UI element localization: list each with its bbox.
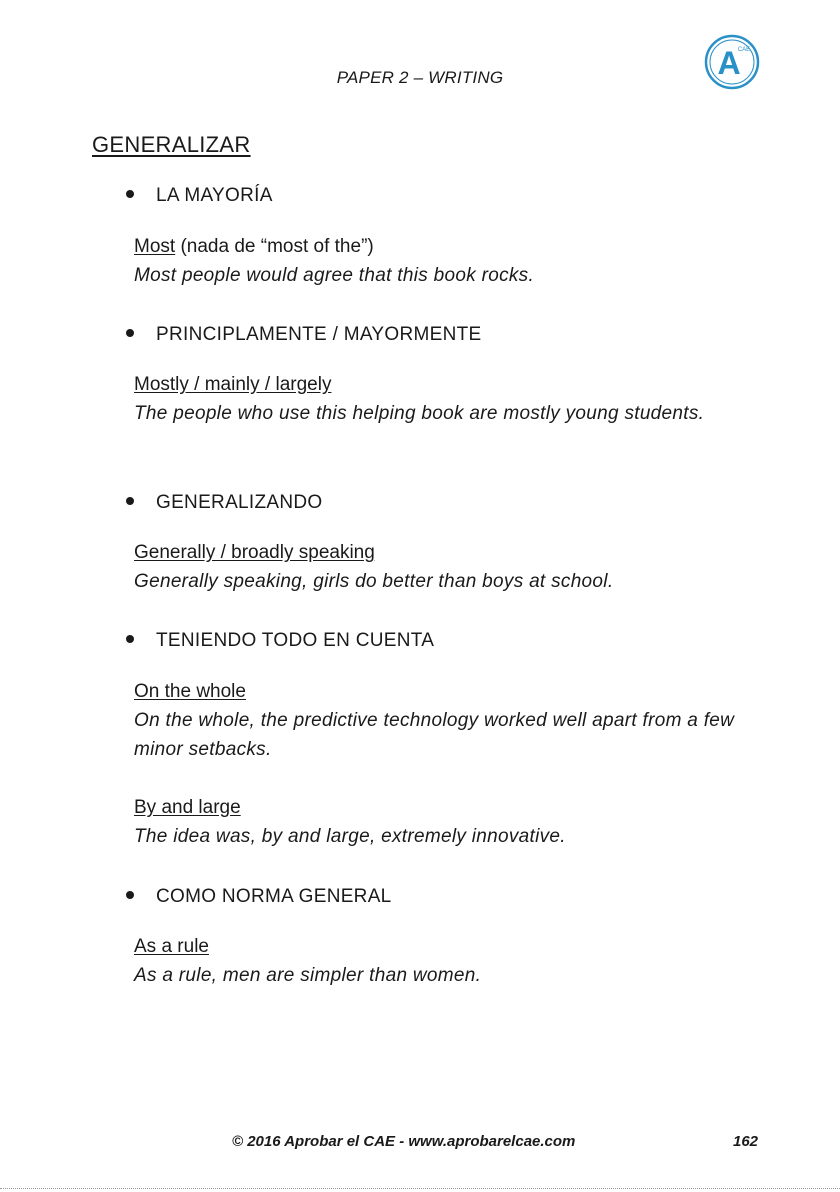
- bullet-heading: [126, 492, 323, 514]
- phrase-line: [134, 681, 246, 703]
- bullet-heading: [126, 630, 434, 652]
- phrase-term: Generally / broadly speaking: [134, 542, 375, 563]
- phrase-line: [134, 374, 331, 396]
- phrase-line: [134, 797, 241, 819]
- phrase-note: (nada de “most of the”): [175, 236, 374, 257]
- bullet-heading: [126, 886, 392, 908]
- example-sentence: Generally speaking, girls do better than boys at school.: [134, 571, 614, 592]
- phrase-line: [134, 542, 375, 564]
- example-sentence: Most people would agree that this book rocks.: [134, 265, 535, 286]
- bullet-heading-text: COMO NORMA GENERAL: [156, 886, 392, 907]
- example-sentence: The idea was, by and large, extremely innovative.: [134, 826, 566, 847]
- phrase-term: Most: [134, 236, 176, 257]
- svg-text:A: A: [717, 45, 741, 81]
- phrase-term: By and large: [134, 797, 241, 818]
- example-sentence: The people who use this helping book are mostly young students.: [134, 403, 705, 424]
- bullet-icon: [126, 635, 134, 643]
- footer-copyright: © 2016 Aprobar el CAE - www.aprobarelcae.com: [232, 1133, 576, 1150]
- bullet-icon: [126, 497, 134, 505]
- bullet-heading-text: TENIENDO TODO EN CUENTA: [156, 630, 435, 651]
- phrase-line: [134, 236, 374, 258]
- example-sentence: As a rule, men are simpler than women.: [134, 965, 482, 986]
- section-title: GENERALIZAR: [92, 132, 251, 157]
- phrase-term: As a rule: [134, 936, 209, 957]
- bullet-icon: [126, 891, 134, 899]
- bullet-heading-text: PRINCIPLAMENTE / MAYORMENTE: [156, 324, 482, 345]
- page-header-title: PAPER 2 – WRITING: [336, 68, 504, 87]
- example-sentence: On the whole, the predictive technology worked well apart from a few minor setbacks.: [134, 710, 735, 760]
- page-number: 162: [733, 1133, 759, 1150]
- bullet-heading: [126, 324, 482, 346]
- bottom-divider: [0, 1188, 840, 1189]
- aprobar-cae-logo: [704, 34, 760, 90]
- phrase-term: Mostly / mainly / largely: [134, 374, 332, 395]
- svg-text:CAE: CAE: [737, 47, 751, 53]
- bullet-heading-text: GENERALIZANDO: [156, 492, 323, 513]
- phrase-term: On the whole: [134, 681, 246, 702]
- bullet-heading-text: LA MAYORÍA: [156, 185, 273, 206]
- bullet-icon: [126, 190, 134, 198]
- phrase-line: [134, 936, 209, 958]
- bullet-heading: [126, 185, 273, 207]
- bullet-icon: [126, 329, 134, 337]
